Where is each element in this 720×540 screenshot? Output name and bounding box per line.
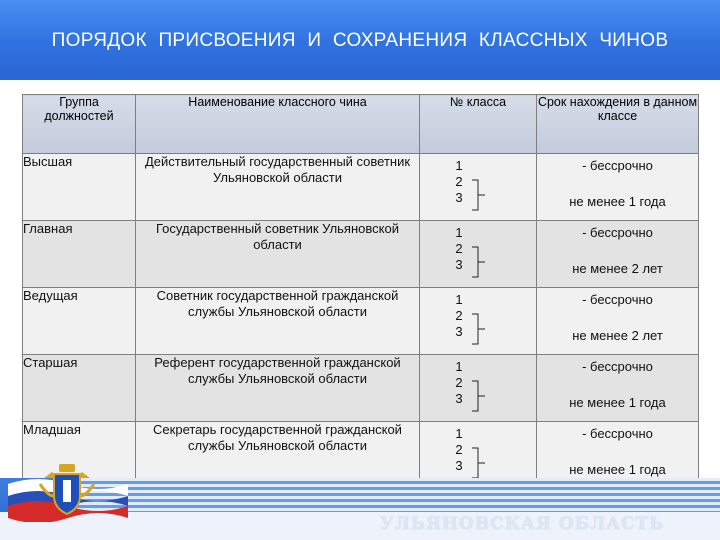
row-group: Младшая	[23, 422, 136, 489]
row-rank-name: Государственный советник Ульяновской области	[136, 221, 420, 288]
row-group: Высшая	[23, 154, 136, 221]
header-term: Срок нахождения в данном классе	[537, 95, 699, 154]
class-number: 1	[455, 158, 463, 173]
bracket-icon	[471, 447, 487, 479]
header-class-no: № класса	[420, 95, 537, 154]
class-number: 1	[455, 359, 463, 374]
row-term	[537, 221, 699, 288]
class-number: 3	[455, 257, 463, 272]
class-number: 2	[455, 375, 463, 390]
term-rest: не менее 1 года	[569, 194, 666, 209]
term-rest: не менее 1 года	[569, 395, 666, 410]
class-number: 3	[455, 391, 463, 406]
bracket-icon	[471, 380, 487, 412]
bracket-icon	[471, 179, 487, 211]
row-rank-name: Действительный государственный советник Ульяновской области	[136, 154, 420, 221]
class-number: 1	[455, 225, 463, 240]
class-number: 2	[455, 442, 463, 457]
class-number: 3	[455, 324, 463, 339]
footer-region-name: УЛЬЯНОВСКАЯ ОБЛАСТЬ	[380, 514, 665, 534]
class-number: 3	[455, 458, 463, 473]
row-classes	[420, 288, 537, 355]
term-first: - бессрочно	[582, 426, 653, 441]
term-first: - бессрочно	[582, 359, 653, 374]
row-rank-name: Секретарь государственной гражданской службы Ульяновской области	[136, 422, 420, 489]
table-header-row	[23, 95, 699, 154]
footer-stripes	[60, 478, 720, 512]
slide-title: ПОРЯДОК ПРИСВОЕНИЯ И СОХРАНЕНИЯ КЛАССНЫХ ЧИНОВ	[51, 30, 669, 51]
class-number: 2	[455, 308, 463, 323]
row-classes	[420, 154, 537, 221]
row-rank-name: Советник государственной гражданской службы Ульяновской области	[136, 288, 420, 355]
class-number: 1	[455, 426, 463, 441]
row-rank-name: Референт государственной гражданской службы Ульяновской области	[136, 355, 420, 422]
row-classes	[420, 355, 537, 422]
class-ranks-table	[22, 94, 699, 489]
row-group: Ведущая	[23, 288, 136, 355]
row-group: Главная	[23, 221, 136, 288]
row-classes	[420, 221, 537, 288]
class-number: 2	[455, 174, 463, 189]
term-first: - бессрочно	[582, 225, 653, 240]
row-term	[537, 355, 699, 422]
coat-of-arms-icon	[36, 460, 98, 518]
term-first: - бессрочно	[582, 292, 653, 307]
row-group: Старшая	[23, 355, 136, 422]
header-group: Группа должностей	[23, 95, 136, 154]
table-row	[23, 288, 699, 355]
term-rest: не менее 1 года	[569, 462, 666, 477]
table-row	[23, 221, 699, 288]
row-term	[537, 154, 699, 221]
title-banner	[0, 0, 720, 80]
class-number: 3	[455, 190, 463, 205]
term-first: - бессрочно	[582, 158, 653, 173]
row-term	[537, 288, 699, 355]
bracket-icon	[471, 313, 487, 345]
header-rank-name: Наименование классного чина	[136, 95, 420, 154]
bracket-icon	[471, 246, 487, 278]
class-number: 2	[455, 241, 463, 256]
term-rest: не менее 2 лет	[572, 261, 663, 276]
table-row	[23, 355, 699, 422]
class-number: 1	[455, 292, 463, 307]
term-rest: не менее 2 лет	[572, 328, 663, 343]
table-row	[23, 154, 699, 221]
